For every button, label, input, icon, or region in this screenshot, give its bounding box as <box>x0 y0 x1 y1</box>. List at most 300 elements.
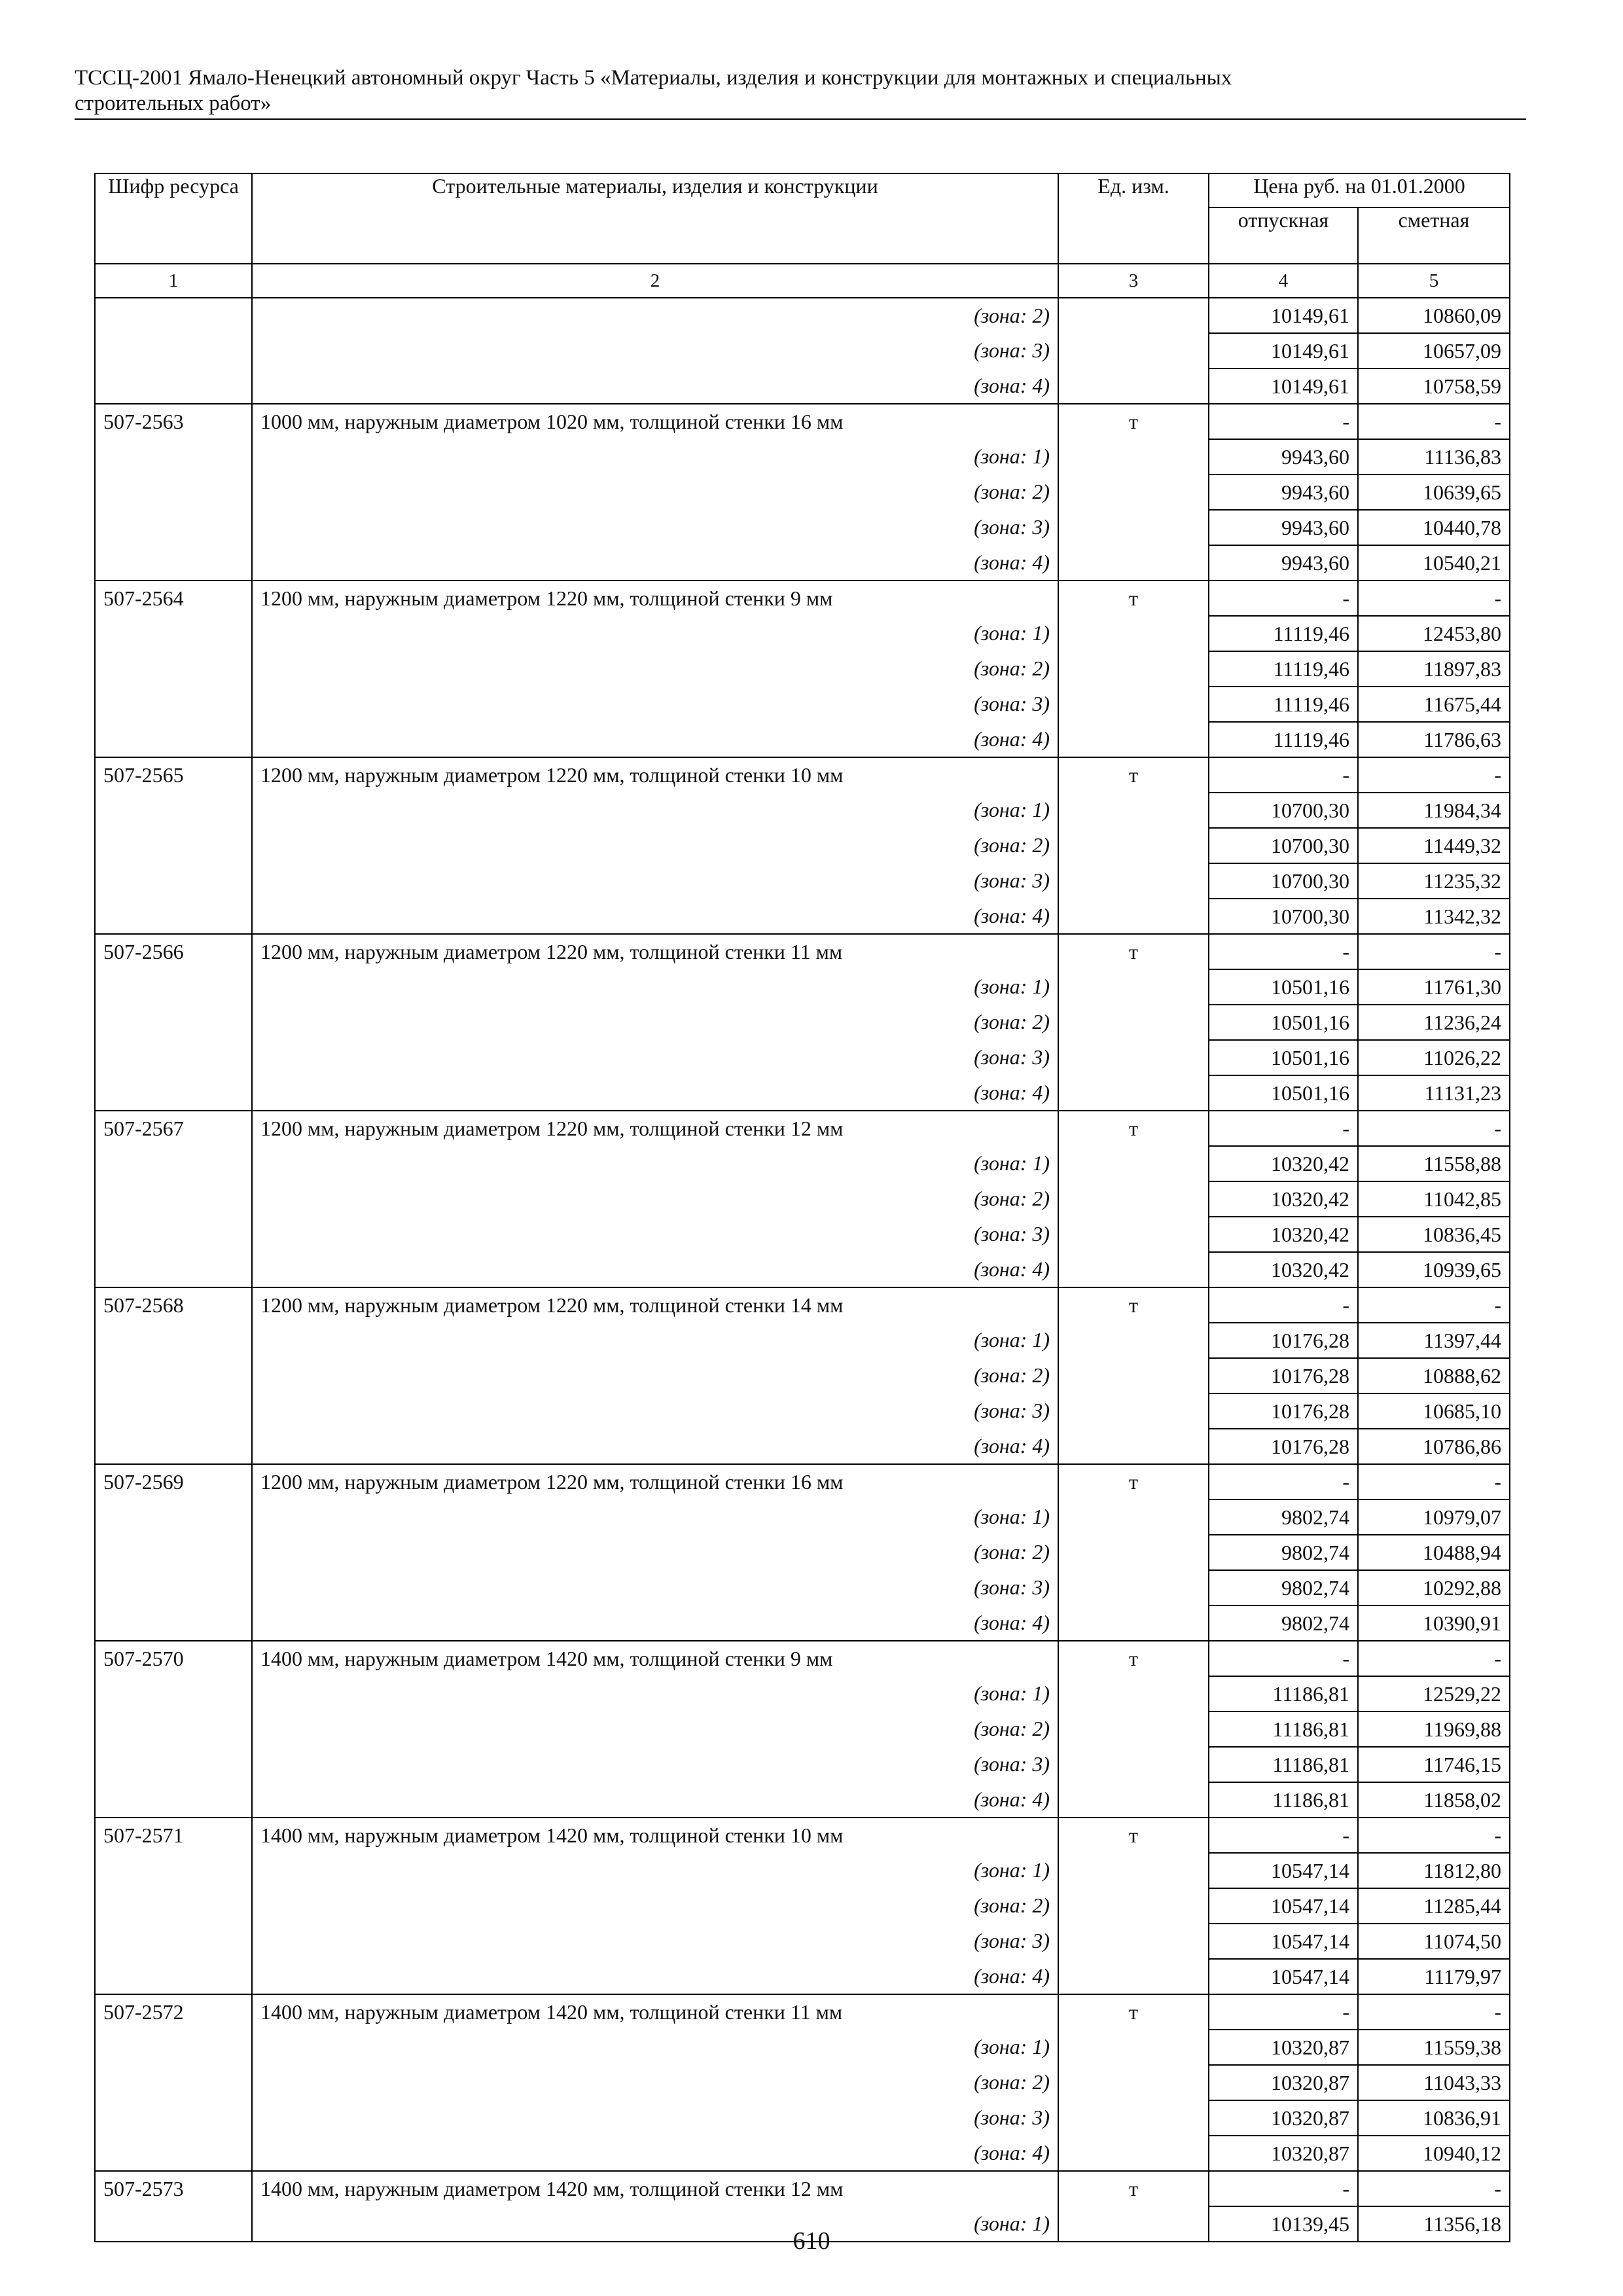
price-release: 10320,87 <box>1209 2030 1358 2065</box>
empty-cell <box>1058 2030 1209 2065</box>
empty-cell <box>1058 333 1209 368</box>
price-estimate: 10888,62 <box>1358 1358 1510 1393</box>
price-estimate: 11131,23 <box>1358 1075 1510 1111</box>
price-estimate: 10979,07 <box>1358 1499 1510 1535</box>
zone-label: (зона: 1) <box>252 2206 1058 2242</box>
price-release: - <box>1209 581 1358 616</box>
price-release: - <box>1209 1994 1358 2030</box>
resource-row <box>95 1818 1510 1853</box>
resource-name: 1200 мм, наружным диаметром 1220 мм, толщиной стенки 12 мм <box>252 1111 1058 1146</box>
zone-row <box>95 1181 1510 1217</box>
price-estimate: 11397,44 <box>1358 1323 1510 1358</box>
empty-cell <box>95 969 252 1005</box>
empty-cell <box>95 1853 252 1888</box>
empty-cell <box>1058 1747 1209 1782</box>
price-release: 11186,81 <box>1209 1747 1358 1782</box>
empty-cell <box>1058 1393 1209 1429</box>
price-release: 10547,14 <box>1209 1853 1358 1888</box>
zone-row <box>95 2136 1510 2171</box>
price-release: 11186,81 <box>1209 1712 1358 1747</box>
zone-label: (зона: 3) <box>252 1040 1058 1075</box>
empty-cell <box>95 1217 252 1252</box>
price-estimate: 11675,44 <box>1358 687 1510 722</box>
zone-label: (зона: 1) <box>252 793 1058 828</box>
price-release: 10501,16 <box>1209 969 1358 1005</box>
zone-label: (зона: 4) <box>252 368 1058 404</box>
price-release: - <box>1209 404 1358 439</box>
empty-cell <box>1058 1075 1209 1111</box>
price-release: 10547,14 <box>1209 1924 1358 1959</box>
price-release: 9802,74 <box>1209 1499 1358 1535</box>
price-release: 10176,28 <box>1209 1358 1358 1393</box>
price-release: 10501,16 <box>1209 1075 1358 1111</box>
empty-cell <box>95 1040 252 1075</box>
zone-label: (зона: 2) <box>252 1358 1058 1393</box>
resource-code: 507-2573 <box>95 2171 252 2206</box>
price-release: 10501,16 <box>1209 1040 1358 1075</box>
price-release: 10139,45 <box>1209 2206 1358 2242</box>
resource-code: 507-2572 <box>95 1994 252 2030</box>
empty-cell <box>95 616 252 651</box>
zone-row <box>95 1924 1510 1959</box>
price-release: 10320,87 <box>1209 2065 1358 2100</box>
zone-label: (зона: 1) <box>252 1323 1058 1358</box>
price-table <box>94 173 1510 2242</box>
price-release: - <box>1209 2171 1358 2206</box>
resource-code: 507-2566 <box>95 934 252 969</box>
empty-cell <box>1058 1782 1209 1818</box>
empty-cell <box>95 298 252 333</box>
empty-cell <box>95 2136 252 2171</box>
zone-label: (зона: 2) <box>252 1181 1058 1217</box>
price-estimate: 11984,34 <box>1358 793 1510 828</box>
price-release: 11186,81 <box>1209 1782 1358 1818</box>
empty-cell <box>95 1358 252 1393</box>
zone-row <box>95 1959 1510 1994</box>
price-release: 10176,28 <box>1209 1393 1358 1429</box>
price-estimate: 10758,59 <box>1358 368 1510 404</box>
header-line-1: ТССЦ-2001 Ямало-Ненецкий автономный округ Часть 5 «Материалы, изделия и конструкции для монтажных и специальных <box>75 66 1232 90</box>
empty-cell <box>1058 687 1209 722</box>
zone-label: (зона: 2) <box>252 651 1058 687</box>
price-release: 11119,46 <box>1209 722 1358 757</box>
zone-row <box>95 1217 1510 1252</box>
resource-name: 1200 мм, наружным диаметром 1220 мм, толщиной стенки 9 мм <box>252 581 1058 616</box>
resource-code: 507-2571 <box>95 1818 252 1853</box>
zone-label: (зона: 4) <box>252 1605 1058 1641</box>
empty-cell <box>1058 368 1209 404</box>
price-release: 11119,46 <box>1209 616 1358 651</box>
empty-cell <box>1058 969 1209 1005</box>
zone-label: (зона: 2) <box>252 1888 1058 1924</box>
price-estimate: 11969,88 <box>1358 1712 1510 1747</box>
empty-cell <box>1058 1924 1209 1959</box>
empty-cell <box>1058 1676 1209 1712</box>
header-line-2: строительных работ» <box>75 92 272 115</box>
price-estimate: 11236,24 <box>1358 1005 1510 1040</box>
empty-cell <box>1058 1499 1209 1535</box>
price-estimate: - <box>1358 1287 1510 1323</box>
empty-cell <box>95 1712 252 1747</box>
column-header-code: Шифр ресурса <box>95 173 252 264</box>
empty-cell <box>95 368 252 404</box>
empty-cell <box>95 2030 252 2065</box>
price-estimate: 10390,91 <box>1358 1605 1510 1641</box>
zone-row <box>95 1853 1510 1888</box>
zone-label: (зона: 2) <box>252 1712 1058 1747</box>
zone-row <box>95 1747 1510 1782</box>
price-release: - <box>1209 1287 1358 1323</box>
price-estimate: 10440,78 <box>1358 510 1510 545</box>
zone-label: (зона: 2) <box>252 2065 1058 2100</box>
empty-cell <box>1058 2100 1209 2136</box>
price-estimate: 11897,83 <box>1358 651 1510 687</box>
empty-cell <box>1058 2136 1209 2171</box>
price-release: 9943,60 <box>1209 545 1358 581</box>
column-header-price-estimate: сметная <box>1358 207 1510 264</box>
zone-row <box>95 828 1510 863</box>
zone-row <box>95 651 1510 687</box>
zone-row <box>95 1005 1510 1040</box>
resource-code: 507-2570 <box>95 1641 252 1676</box>
resource-name: 1200 мм, наружным диаметром 1220 мм, толщиной стенки 16 мм <box>252 1464 1058 1499</box>
price-estimate: 11026,22 <box>1358 1040 1510 1075</box>
price-release: 10320,42 <box>1209 1146 1358 1181</box>
zone-row <box>95 2065 1510 2100</box>
zone-label: (зона: 3) <box>252 1393 1058 1429</box>
resource-row <box>95 1641 1510 1676</box>
zone-label: (зона: 3) <box>252 510 1058 545</box>
price-estimate: 10940,12 <box>1358 2136 1510 2171</box>
zone-label: (зона: 4) <box>252 545 1058 581</box>
price-estimate: - <box>1358 757 1510 793</box>
price-estimate: 12453,80 <box>1358 616 1510 651</box>
price-estimate: 11812,80 <box>1358 1853 1510 1888</box>
empty-cell <box>1058 1429 1209 1464</box>
resource-row <box>95 1287 1510 1323</box>
price-release: 10149,61 <box>1209 298 1358 333</box>
zone-row <box>95 298 1510 333</box>
resource-unit: т <box>1058 757 1209 793</box>
zone-label: (зона: 3) <box>252 1924 1058 1959</box>
zone-row <box>95 863 1510 899</box>
resource-name: 1000 мм, наружным диаметром 1020 мм, толщиной стенки 16 мм <box>252 404 1058 439</box>
price-estimate: 11746,15 <box>1358 1747 1510 1782</box>
price-estimate: - <box>1358 404 1510 439</box>
resource-row <box>95 404 1510 439</box>
resource-name: 1400 мм, наружным диаметром 1420 мм, толщиной стенки 11 мм <box>252 1994 1058 2030</box>
resource-unit: т <box>1058 1464 1209 1499</box>
empty-cell <box>1058 616 1209 651</box>
empty-cell <box>95 1146 252 1181</box>
resource-row <box>95 2171 1510 2206</box>
zone-row <box>95 1570 1510 1605</box>
empty-cell <box>95 439 252 475</box>
zone-label: (зона: 2) <box>252 828 1058 863</box>
zone-label: (зона: 3) <box>252 863 1058 899</box>
table-header <box>95 173 1510 298</box>
empty-cell <box>1058 545 1209 581</box>
zone-label: (зона: 3) <box>252 1747 1058 1782</box>
empty-cell <box>95 1535 252 1570</box>
price-release: 9943,60 <box>1209 475 1358 510</box>
empty-cell <box>95 1181 252 1217</box>
empty-cell <box>1058 510 1209 545</box>
price-estimate: 11858,02 <box>1358 1782 1510 1818</box>
price-release: 10149,61 <box>1209 333 1358 368</box>
price-release: 11119,46 <box>1209 651 1358 687</box>
empty-cell <box>1058 1323 1209 1358</box>
price-release: 10320,87 <box>1209 2100 1358 2136</box>
resource-name: 1200 мм, наружным диаметром 1220 мм, толщиной стенки 14 мм <box>252 1287 1058 1323</box>
zone-row <box>95 368 1510 404</box>
empty-cell <box>95 1429 252 1464</box>
resource-row <box>95 581 1510 616</box>
empty-cell <box>1058 899 1209 934</box>
zone-label: (зона: 1) <box>252 2030 1058 2065</box>
zone-label: (зона: 4) <box>252 899 1058 934</box>
price-estimate: 11356,18 <box>1358 2206 1510 2242</box>
zone-row <box>95 1712 1510 1747</box>
price-release: 10320,42 <box>1209 1217 1358 1252</box>
column-header-name: Строительные материалы, изделия и конструкции <box>252 173 1058 264</box>
resource-code: 507-2567 <box>95 1111 252 1146</box>
resource-unit: т <box>1058 2171 1209 2206</box>
price-release: 11186,81 <box>1209 1676 1358 1712</box>
price-release: 10320,87 <box>1209 2136 1358 2171</box>
price-estimate: 11235,32 <box>1358 863 1510 899</box>
price-estimate: 11558,88 <box>1358 1146 1510 1181</box>
empty-cell <box>1058 1853 1209 1888</box>
price-release: 10700,30 <box>1209 793 1358 828</box>
price-estimate: 10836,45 <box>1358 1217 1510 1252</box>
price-estimate: - <box>1358 581 1510 616</box>
price-estimate: 11043,33 <box>1358 2065 1510 2100</box>
price-estimate: 12529,22 <box>1358 1676 1510 1712</box>
zone-label: (зона: 4) <box>252 1252 1058 1287</box>
zone-row <box>95 969 1510 1005</box>
resource-code: 507-2569 <box>95 1464 252 1499</box>
empty-cell <box>95 1605 252 1641</box>
price-estimate: 10685,10 <box>1358 1393 1510 1429</box>
empty-cell <box>1058 1888 1209 1924</box>
column-header-price-group: Цена руб. на 01.01.2000 <box>1209 173 1510 207</box>
price-release: - <box>1209 757 1358 793</box>
empty-cell <box>95 1075 252 1111</box>
price-release: 10176,28 <box>1209 1323 1358 1358</box>
price-release: 10320,42 <box>1209 1252 1358 1287</box>
price-estimate: 11136,83 <box>1358 439 1510 475</box>
resource-row <box>95 1994 1510 2030</box>
zone-row <box>95 1393 1510 1429</box>
empty-cell <box>1058 1252 1209 1287</box>
price-estimate: 11559,38 <box>1358 2030 1510 2065</box>
zone-label: (зона: 3) <box>252 2100 1058 2136</box>
price-release: - <box>1209 1641 1358 1676</box>
empty-cell <box>1058 722 1209 757</box>
price-estimate: 10639,65 <box>1358 475 1510 510</box>
price-release: - <box>1209 1111 1358 1146</box>
price-estimate: - <box>1358 1464 1510 1499</box>
empty-cell <box>95 1499 252 1535</box>
zone-label: (зона: 1) <box>252 969 1058 1005</box>
empty-cell <box>95 2100 252 2136</box>
zone-row <box>95 333 1510 368</box>
empty-cell <box>1058 1959 1209 1994</box>
price-release: 10700,30 <box>1209 899 1358 934</box>
empty-cell <box>95 1676 252 1712</box>
zone-label: (зона: 2) <box>252 1005 1058 1040</box>
price-release: 11119,46 <box>1209 687 1358 722</box>
empty-cell <box>95 475 252 510</box>
resource-code: 507-2568 <box>95 1287 252 1323</box>
zone-row <box>95 1040 1510 1075</box>
price-release: 10149,61 <box>1209 368 1358 404</box>
resource-code: 507-2565 <box>95 757 252 793</box>
price-estimate: 11074,50 <box>1358 1924 1510 1959</box>
empty-cell <box>95 1323 252 1358</box>
zone-row <box>95 2100 1510 2136</box>
zone-row <box>95 1429 1510 1464</box>
empty-cell <box>95 899 252 934</box>
zone-row <box>95 475 1510 510</box>
empty-cell <box>95 828 252 863</box>
resource-name: 1200 мм, наружным диаметром 1220 мм, толщиной стенки 11 мм <box>252 934 1058 969</box>
zone-label: (зона: 4) <box>252 1959 1058 1994</box>
empty-cell <box>1058 1570 1209 1605</box>
page-number: 610 <box>793 2227 830 2255</box>
zone-label: (зона: 1) <box>252 616 1058 651</box>
resource-name: 1200 мм, наружным диаметром 1220 мм, толщиной стенки 10 мм <box>252 757 1058 793</box>
zone-row <box>95 899 1510 934</box>
empty-cell <box>95 863 252 899</box>
zone-row <box>95 510 1510 545</box>
column-number: 4 <box>1209 264 1358 298</box>
column-number: 5 <box>1358 264 1510 298</box>
zone-label: (зона: 1) <box>252 1499 1058 1535</box>
price-release: 9802,74 <box>1209 1605 1358 1641</box>
price-release: 10700,30 <box>1209 828 1358 863</box>
empty-cell <box>1058 1605 1209 1641</box>
empty-cell <box>1058 1040 1209 1075</box>
empty-cell <box>95 1393 252 1429</box>
column-number: 2 <box>252 264 1058 298</box>
empty-cell <box>1058 1358 1209 1393</box>
zone-row <box>95 1358 1510 1393</box>
empty-cell <box>1058 1712 1209 1747</box>
empty-cell <box>1058 1217 1209 1252</box>
zone-row <box>95 545 1510 581</box>
price-estimate: 11179,97 <box>1358 1959 1510 1994</box>
resource-unit: т <box>1058 1818 1209 1853</box>
resource-unit: т <box>1058 934 1209 969</box>
resource-unit: т <box>1058 404 1209 439</box>
empty-cell <box>95 1252 252 1287</box>
empty-cell <box>95 545 252 581</box>
resource-unit: т <box>1058 1111 1209 1146</box>
price-estimate: 10860,09 <box>1358 298 1510 333</box>
empty-cell <box>95 1570 252 1605</box>
empty-cell <box>95 793 252 828</box>
zone-label: (зона: 1) <box>252 439 1058 475</box>
price-release: - <box>1209 1464 1358 1499</box>
empty-cell <box>1058 298 1209 333</box>
price-estimate: 10786,86 <box>1358 1429 1510 1464</box>
empty-cell <box>95 2065 252 2100</box>
zone-label: (зона: 2) <box>252 298 1058 333</box>
price-estimate: 10488,94 <box>1358 1535 1510 1570</box>
zone-label: (зона: 3) <box>252 1217 1058 1252</box>
zone-label: (зона: 1) <box>252 1853 1058 1888</box>
zone-label: (зона: 4) <box>252 2136 1058 2171</box>
zone-row <box>95 1252 1510 1287</box>
price-estimate: 10657,09 <box>1358 333 1510 368</box>
empty-cell <box>1058 1146 1209 1181</box>
price-estimate: 11786,63 <box>1358 722 1510 757</box>
resource-name: 1400 мм, наружным диаметром 1420 мм, толщиной стенки 9 мм <box>252 1641 1058 1676</box>
empty-cell <box>95 1782 252 1818</box>
zone-row <box>95 1782 1510 1818</box>
resource-row <box>95 934 1510 969</box>
column-number: 1 <box>95 264 252 298</box>
empty-cell <box>1058 1181 1209 1217</box>
price-estimate: 10836,91 <box>1358 2100 1510 2136</box>
zone-label: (зона: 1) <box>252 1676 1058 1712</box>
price-release: 10176,28 <box>1209 1429 1358 1464</box>
price-estimate: - <box>1358 934 1510 969</box>
zone-row <box>95 1888 1510 1924</box>
price-release: 10700,30 <box>1209 863 1358 899</box>
column-number-row <box>95 264 1510 298</box>
resource-row <box>95 1464 1510 1499</box>
price-release: 9802,74 <box>1209 1570 1358 1605</box>
resource-code: 507-2563 <box>95 404 252 439</box>
empty-cell <box>1058 475 1209 510</box>
price-release: 10547,14 <box>1209 1888 1358 1924</box>
price-release: 10501,16 <box>1209 1005 1358 1040</box>
column-number: 3 <box>1058 264 1209 298</box>
empty-cell <box>95 651 252 687</box>
resource-name: 1400 мм, наружным диаметром 1420 мм, толщиной стенки 10 мм <box>252 1818 1058 1853</box>
empty-cell <box>95 1747 252 1782</box>
zone-row <box>95 439 1510 475</box>
empty-cell <box>95 722 252 757</box>
price-estimate: - <box>1358 1641 1510 1676</box>
price-estimate: 10540,21 <box>1358 545 1510 581</box>
empty-cell <box>95 1888 252 1924</box>
zone-row <box>95 1146 1510 1181</box>
zone-label: (зона: 3) <box>252 333 1058 368</box>
price-release: 9943,60 <box>1209 439 1358 475</box>
price-estimate: - <box>1358 1818 1510 1853</box>
zone-row <box>95 722 1510 757</box>
empty-cell <box>1058 2065 1209 2100</box>
price-estimate: - <box>1358 1111 1510 1146</box>
price-estimate: 11342,32 <box>1358 899 1510 934</box>
zone-row <box>95 1499 1510 1535</box>
zone-row <box>95 1676 1510 1712</box>
empty-cell <box>1058 651 1209 687</box>
price-estimate: - <box>1358 2171 1510 2206</box>
zone-row <box>95 616 1510 651</box>
price-release: - <box>1209 934 1358 969</box>
price-estimate: 10292,88 <box>1358 1570 1510 1605</box>
empty-cell <box>95 510 252 545</box>
price-release: 9943,60 <box>1209 510 1358 545</box>
price-estimate: 10939,65 <box>1358 1252 1510 1287</box>
empty-cell <box>95 1924 252 1959</box>
price-estimate: 11042,85 <box>1358 1181 1510 1217</box>
